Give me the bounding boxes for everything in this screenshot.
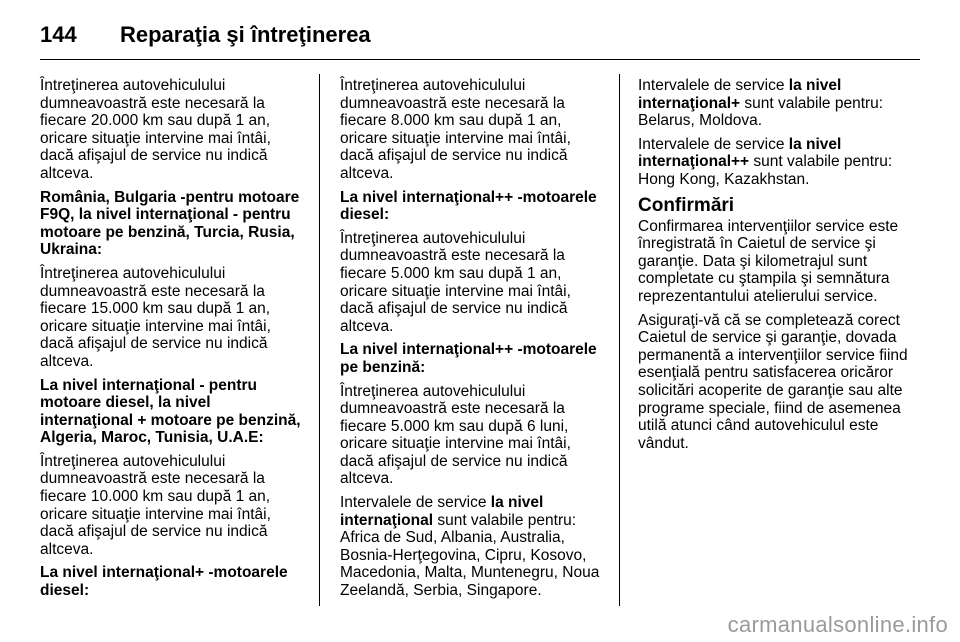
text-run: Intervalele de service — [340, 494, 491, 512]
text-run: sunt valabile pentru: Africa de Sud, Albania, Australia, Bosnia-Herţegovina, Cipru, Kosovo, Macedonia, Malta, Muntenegru, Noua Zeelandă, Serbia, Singapore. — [340, 511, 600, 600]
paragraph: Întreţinerea autovehiculului dumneavoastră este necesară la fiecare 5.000 km sau după 1 an, oricare situaţie intervine mai întâi, dacă afişajul de service nu indică altceva. — [340, 229, 571, 335]
bold-run: la nivel internaţional++ — [638, 135, 842, 171]
bold-run: la nivel internaţional — [340, 494, 544, 529]
subheading: La nivel internaţional+ -motoarele diesel: — [40, 564, 288, 600]
subheading: La nivel internaţional - pentru motoare diesel, la nivel internaţional + motoare pe benzină, Algeria, Maroc, Tunisia, U.A.E: — [40, 376, 301, 447]
paragraph: Întreţinerea autovehiculului dumneavoastră este necesară la fiecare 15.000 km sau după 1 an, oricare situaţie intervine mai întâi, dacă afişajul de service nu indică altceva. — [40, 264, 271, 370]
text-run: sunt valabile pentru: Belarus, Moldova. — [638, 94, 884, 130]
section-heading: Confirmări — [638, 194, 735, 216]
paragraph: Întreţinerea autovehiculului dumneavoastră este necesară la fiecare 8.000 km sau după 1 an, oricare situaţie intervine mai întâi, dacă afişajul de service nu indică altceva. — [340, 77, 571, 182]
chapter-title: Reparaţia şi întreţinerea — [120, 22, 371, 47]
watermark: carmanualsonline.info — [727, 612, 948, 637]
column-3 — [638, 77, 908, 458]
subheading: La nivel internaţional++ -motoarele pe benzină: — [340, 341, 597, 376]
paragraph: Asiguraţi-vă că se completează corect Caietul de service şi garanţie, dovada permanentă a intervenţiilor service fiind esenţială pentru satisfacerea oricăror solicitări acoperite de garanţie sau alte programe speciale, fiind de asemenea utilă atunci când autovehiculul este vândut. — [638, 311, 908, 452]
column-divider — [319, 74, 320, 606]
paragraph: Întreţinerea autovehiculului dumneavoastră este necesară la fiecare 10.000 km sau după 1 an, oricare situaţie intervine mai întâi, dacă afişajul de service nu indică altceva. — [40, 452, 271, 558]
page-number: 144 — [40, 22, 77, 47]
bold-run: la nivel internaţional+ — [638, 77, 842, 112]
column-divider — [619, 74, 620, 606]
text-run: Intervalele de service — [638, 135, 789, 153]
paragraph-service-intervals — [340, 494, 608, 600]
column-2 — [340, 77, 608, 606]
text-run: sunt valabile pentru: Hong Kong, Kazakhstan. — [638, 153, 893, 188]
page-header — [40, 20, 920, 60]
paragraph-service-intervals — [638, 77, 908, 130]
paragraph: Întreţinerea autovehiculului dumneavoastră este necesară la fiecare 5.000 km sau după 6 luni, oricare situaţie intervine mai întâi, dacă afişajul de service nu indică altceva. — [340, 382, 571, 488]
subheading: La nivel internaţional++ -motoarele diesel: — [340, 188, 597, 224]
text-run: Intervalele de service — [638, 77, 789, 94]
paragraph: Întreţinerea autovehiculului dumneavoastră este necesară la fiecare 20.000 km sau după 1 an, oricare situaţie intervine mai întâi, dacă afişajul de service nu indică altceva. — [40, 77, 271, 182]
paragraph: Confirmarea intervenţiilor service este înregistrată în Caietul de service şi garanţie. Data şi kilometrajul sunt completate cu ştampila şi semnătura reprezentantului atelierului service. — [638, 217, 899, 305]
column-1 — [40, 77, 302, 606]
paragraph-service-intervals — [638, 136, 908, 189]
subheading: România, Bulgaria -pentru motoare F9Q, la nivel internaţional - pentru motoare pe benzină, Turcia, Rusia, Ukraina: — [40, 188, 300, 259]
